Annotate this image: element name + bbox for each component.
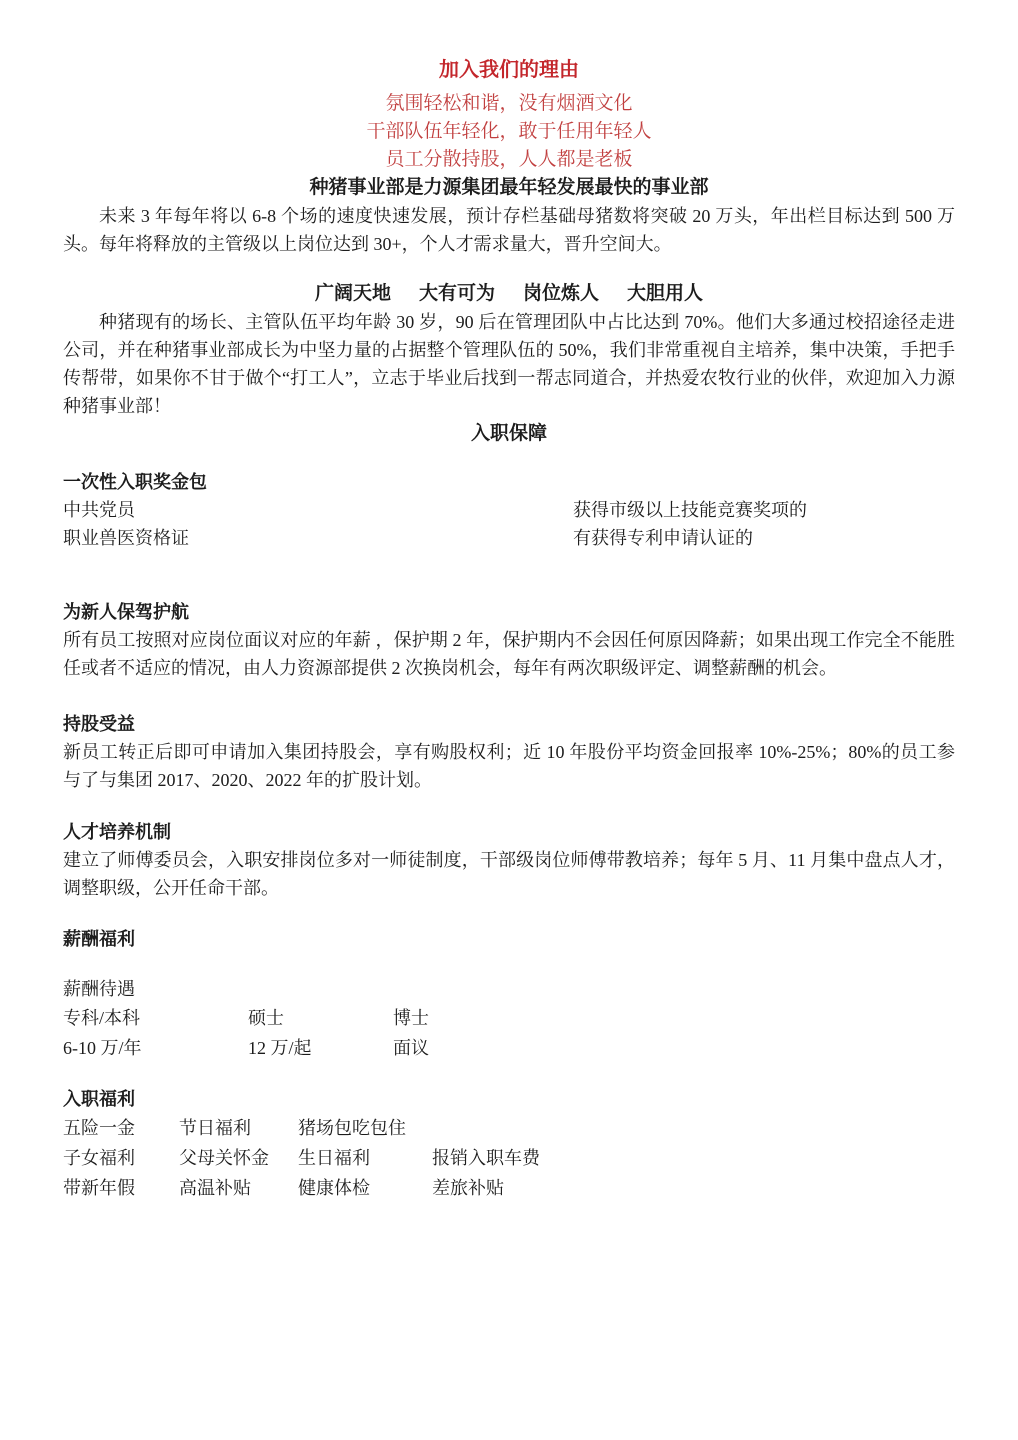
salary-value-cell: 面议 [393, 1038, 429, 1058]
bonus-row [63, 524, 955, 552]
salary-value-cell: 6-10 万/年 [63, 1038, 142, 1058]
guarantee-title: 入职保障 [470, 423, 547, 444]
compensation-subheading: 薪酬待遇 [63, 979, 135, 999]
bonus-left: 职业兽医资格证 [63, 528, 189, 548]
bonus-right: 获得市级以上技能竞赛奖项的 [573, 500, 807, 520]
bonus-right: 有获得专利申请认证的 [573, 528, 753, 548]
bonus-row [63, 496, 955, 524]
salary-value-row [63, 1033, 955, 1063]
section-body-shareholding: 新员工转正后即可申请加入集团持股会，享有购股权利；近 10 年股份平均资金回报率 10%-25%；80%的员工参与了与集团 2017、2020、2022 年的扩股计划。 [63, 742, 955, 790]
benefit-cell: 健康体检 [298, 1178, 370, 1198]
section-heading-protection: 为新人保驾护航 [63, 602, 189, 622]
division-intro: 未来 3 年每年将以 6-8 个场的速度快速发展，预计存栏基础母猪数将突破 20 万头，年出栏目标达到 500 万头。每年将释放的主管级以上岗位达到 30+，个人才需求量大，晋升空间大。 [63, 206, 955, 254]
slogan-part: 大有可为 [418, 283, 495, 304]
section-heading-shareholding: 持股受益 [63, 714, 135, 734]
benefit-cell: 报销入职车费 [432, 1148, 540, 1168]
benefit-cell: 子女福利 [63, 1148, 135, 1168]
slogan-line [63, 280, 955, 308]
compensation-heading: 薪酬福利 [63, 929, 135, 949]
bonus-heading: 一次性入职奖金包 [63, 472, 207, 492]
salary-value-cell: 12 万/起 [248, 1038, 312, 1058]
section-body-talent: 建立了师傅委员会，入职安排岗位多对一师徒制度，干部级岗位师傅带教培养；每年 5 月、11 月集中盘点人才，调整职级，公开任命干部。 [63, 850, 955, 898]
section-body-protection: 所有员工按照对应岗位面议对应的年薪 ，保护期 2 年，保护期内不会因任何原因降薪；如果出现工作完全不能胜任或者不适应的情况，由人力资源部提供 2 次换岗机会，每年有两次职级评定、调整薪酬的机会。 [63, 630, 955, 678]
salary-header-cell: 博士 [393, 1008, 429, 1028]
benefit-cell: 生日福利 [298, 1148, 370, 1168]
benefit-cell: 节日福利 [179, 1118, 251, 1138]
division-headline: 种猪事业部是力源集团最年轻发展最快的事业部 [309, 177, 709, 198]
benefit-cell: 差旅补贴 [432, 1178, 504, 1198]
hero-line: 氛围轻松和谐，没有烟酒文化 [385, 93, 633, 114]
salary-header-cell: 专科/本科 [63, 1008, 141, 1028]
slogan-body: 种猪现有的场长、主管队伍平均年龄 30 岁，90 后在管理团队中占比达到 70%。他们大多通过校招途径走进公司，并在种猪事业部成长为中坚力量的占据整个管理队伍的 50%，我们非常重视自主培养，集中决策，手把手传帮带，如果你不甘于做个“打工人”，立志于毕业后找到一帮志同道合，并热爱农牧行业的伙伴，欢迎加入力源种猪事业部！ [63, 312, 955, 416]
hero-line: 员工分散持股，人人都是老板 [385, 149, 633, 170]
benefits-heading: 入职福利 [63, 1089, 135, 1109]
slogan-part: 广阔天地 [314, 283, 391, 304]
section-heading-talent: 人才培养机制 [63, 822, 171, 842]
salary-header-row [63, 1003, 955, 1033]
hero-line: 干部队伍年轻化，敢于任用年轻人 [366, 121, 652, 142]
benefits-row [63, 1113, 955, 1143]
slogan-part: 大胆用人 [627, 283, 704, 304]
benefit-cell: 带新年假 [63, 1178, 135, 1198]
hero-title: 加入我们的理由 [439, 59, 579, 81]
benefit-cell: 父母关怀金 [179, 1148, 269, 1168]
benefits-row [63, 1143, 955, 1173]
salary-header-cell: 硕士 [248, 1008, 284, 1028]
benefit-cell: 猪场包吃包住 [298, 1118, 406, 1138]
slogan-part: 岗位炼人 [523, 283, 600, 304]
benefit-cell: 五险一金 [63, 1118, 135, 1138]
benefits-row [63, 1173, 955, 1203]
benefit-cell: 高温补贴 [179, 1178, 251, 1198]
benefit-cell [432, 1113, 955, 1143]
bonus-left: 中共党员 [63, 500, 135, 520]
